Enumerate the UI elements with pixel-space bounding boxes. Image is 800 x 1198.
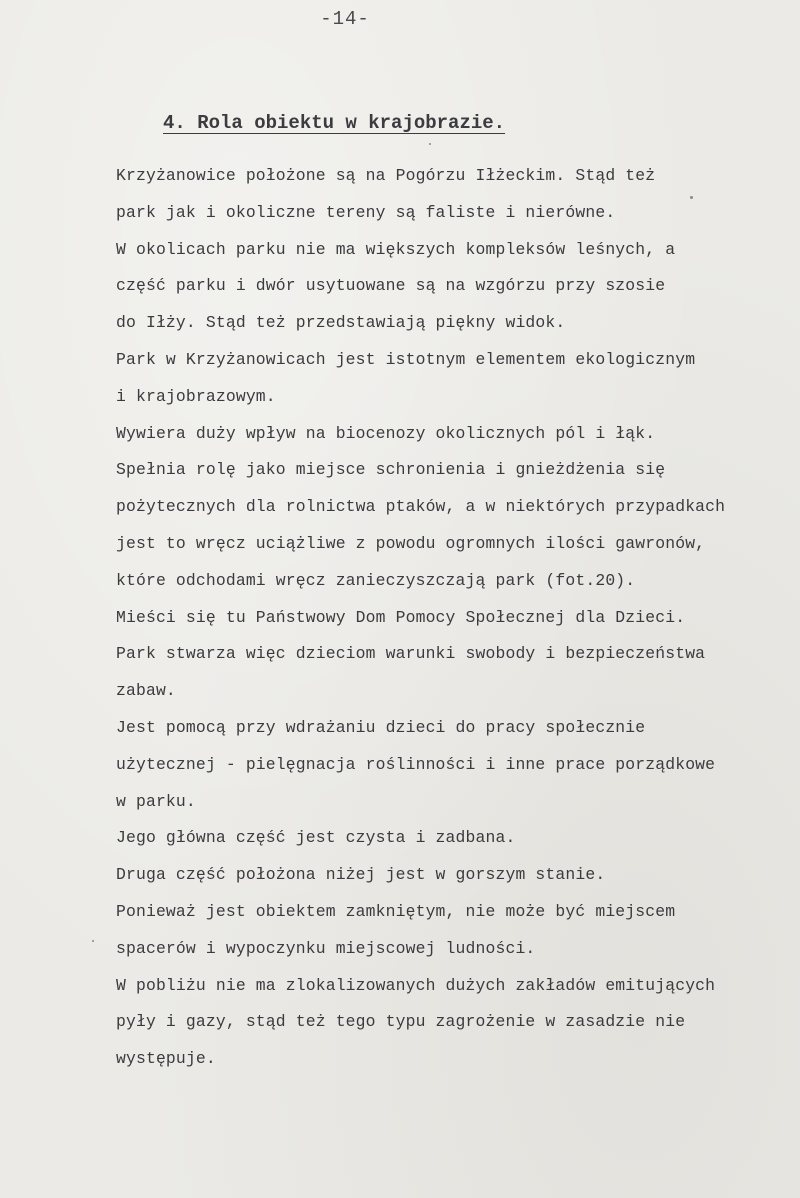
text-line: W pobliżu nie ma zlokalizowanych dużych zakładów emitujących bbox=[116, 975, 716, 995]
text-line: Druga część położona niżej jest w gorszym stanie. bbox=[116, 865, 606, 885]
text-line: w parku. bbox=[116, 791, 196, 811]
paper-speck bbox=[92, 940, 94, 942]
text-line: i krajobrazowym. bbox=[116, 386, 276, 406]
text-line: Park stwarza więc dzieciom warunki swobody i bezpieczeństwa bbox=[116, 644, 706, 664]
text-line: pyły i gazy, stąd też tego typu zagrożenie w zasadzie nie bbox=[116, 1012, 686, 1032]
text-line: do Iłży. Stąd też przedstawiają piękny widok. bbox=[116, 313, 566, 333]
text-line: jest to wręcz uciążliwe z powodu ogromnych ilości gawronów, bbox=[116, 533, 706, 553]
text-line: Krzyżanowice położone są na Pogórzu Iłżeckim. Stąd też bbox=[116, 166, 656, 185]
text-line: użytecznej - pielęgnacja roślinności i inne prace porządkowe bbox=[116, 754, 716, 774]
text-line: Ponieważ jest obiektem zamkniętym, nie może być miejscem bbox=[116, 901, 676, 921]
text-line: Jest pomocą przy wdrażaniu dzieci do pracy społecznie bbox=[116, 717, 646, 737]
text-line: zabaw. bbox=[116, 681, 176, 701]
text-line: część parku i dwór usytuowane są na wzgórzu przy szosie bbox=[116, 276, 666, 296]
page-number: -14- bbox=[320, 8, 370, 30]
text-line: pożytecznych dla rolnictwa ptaków, a w niektórych przypadkach bbox=[116, 497, 726, 517]
text-line: Jego główna część jest czysta i zadbana. bbox=[116, 828, 516, 848]
paper-speck bbox=[690, 196, 693, 199]
text-line: Park w Krzyżanowicach jest istotnym elementem ekologicznym bbox=[116, 349, 696, 369]
text-line: występuje. bbox=[116, 1049, 216, 1069]
text-line: Wywiera duży wpływ na biocenozy okolicznych pól i łąk. bbox=[116, 423, 656, 443]
section-heading: 4. Rola obiektu w krajobrazie. bbox=[163, 112, 506, 134]
text-line: Spełnia rolę jako miejsce schronienia i gnieżdżenia się bbox=[116, 460, 666, 480]
text-line: Mieści się tu Państwowy Dom Pomocy Społecznej dla Dzieci. bbox=[116, 607, 686, 627]
text-line: które odchodami wręcz zanieczyszczają park (fot.20). bbox=[116, 570, 636, 590]
text-line: W okolicach parku nie ma większych kompleksów leśnych, a bbox=[116, 239, 676, 259]
text-line: spacerów i wypoczynku miejscowej ludności. bbox=[116, 938, 536, 958]
text-line: park jak i okoliczne tereny są faliste i nierówne. bbox=[116, 202, 616, 222]
paper-speck bbox=[429, 143, 431, 145]
body-text bbox=[116, 158, 796, 1078]
